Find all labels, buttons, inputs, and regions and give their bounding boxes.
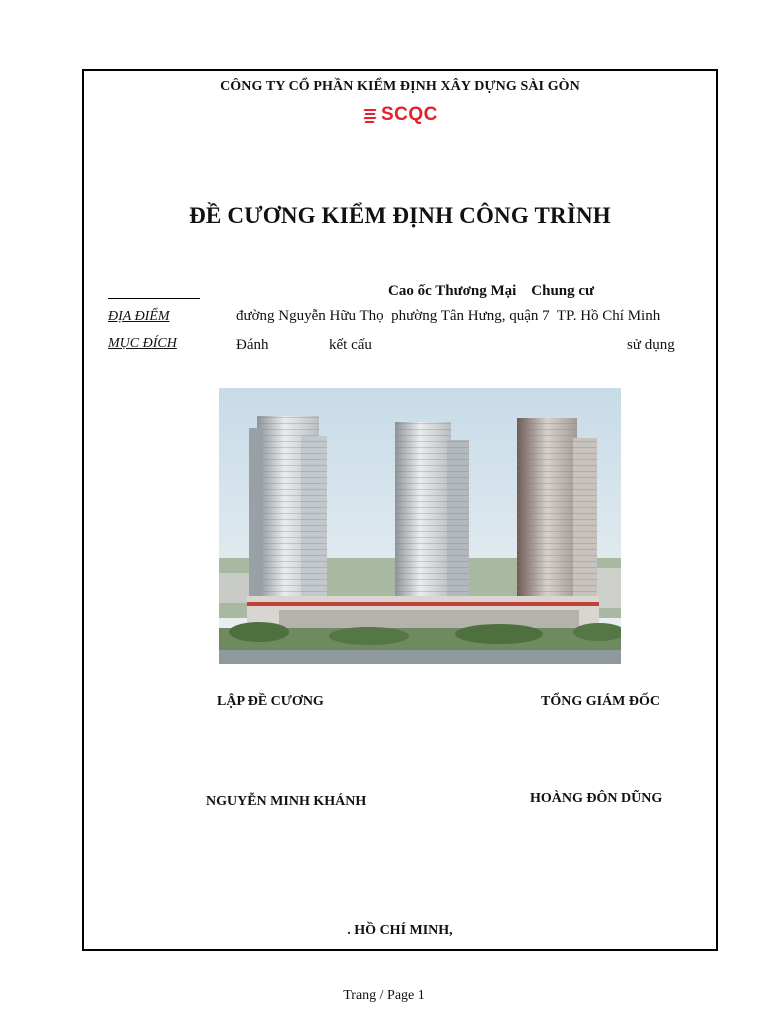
- page-footer: Trang / Page 1: [343, 988, 425, 1003]
- purpose-label: MỤC ĐÍCH: [108, 336, 177, 351]
- location-label: ĐỊA ĐIỂM: [108, 309, 170, 324]
- general-director-title: TỔNG GIÁM ĐỐC: [541, 694, 660, 709]
- prepared-by-name: NGUYỄN MINH KHÁNH: [206, 794, 367, 809]
- purpose-word-3: sử dụng: [627, 337, 675, 353]
- project-name: Cao ốc Thương Mại Chung cư: [388, 283, 595, 299]
- logo-text: SCQC: [381, 104, 438, 125]
- page-border-frame: [82, 69, 718, 951]
- location-value: đường Nguyễn Hữu Thọ phường Tân Hưng, quận 7 TP. Hồ Chí Minh: [236, 308, 661, 324]
- place-date-line: . HỒ CHÍ MINH,: [347, 923, 453, 938]
- building-photo: [219, 388, 621, 664]
- building-illustration: [219, 388, 621, 664]
- logo-stripes-icon: [364, 107, 380, 123]
- document-title: ĐỀ CƯƠNG KIỂM ĐỊNH CÔNG TRÌNH: [189, 203, 611, 228]
- blank-underline: [108, 298, 200, 299]
- purpose-word-1: Đánh: [236, 337, 269, 353]
- purpose-word-2: kết cấu: [329, 337, 372, 353]
- general-director-name: HOÀNG ĐÔN DŨNG: [530, 791, 663, 806]
- prepared-by-title: LẬP ĐỀ CƯƠNG: [217, 694, 324, 709]
- company-name: CÔNG TY CỔ PHẦN KIỂM ĐỊNH XÂY DỰNG SÀI GÒN: [220, 79, 580, 94]
- company-logo: [364, 105, 444, 125]
